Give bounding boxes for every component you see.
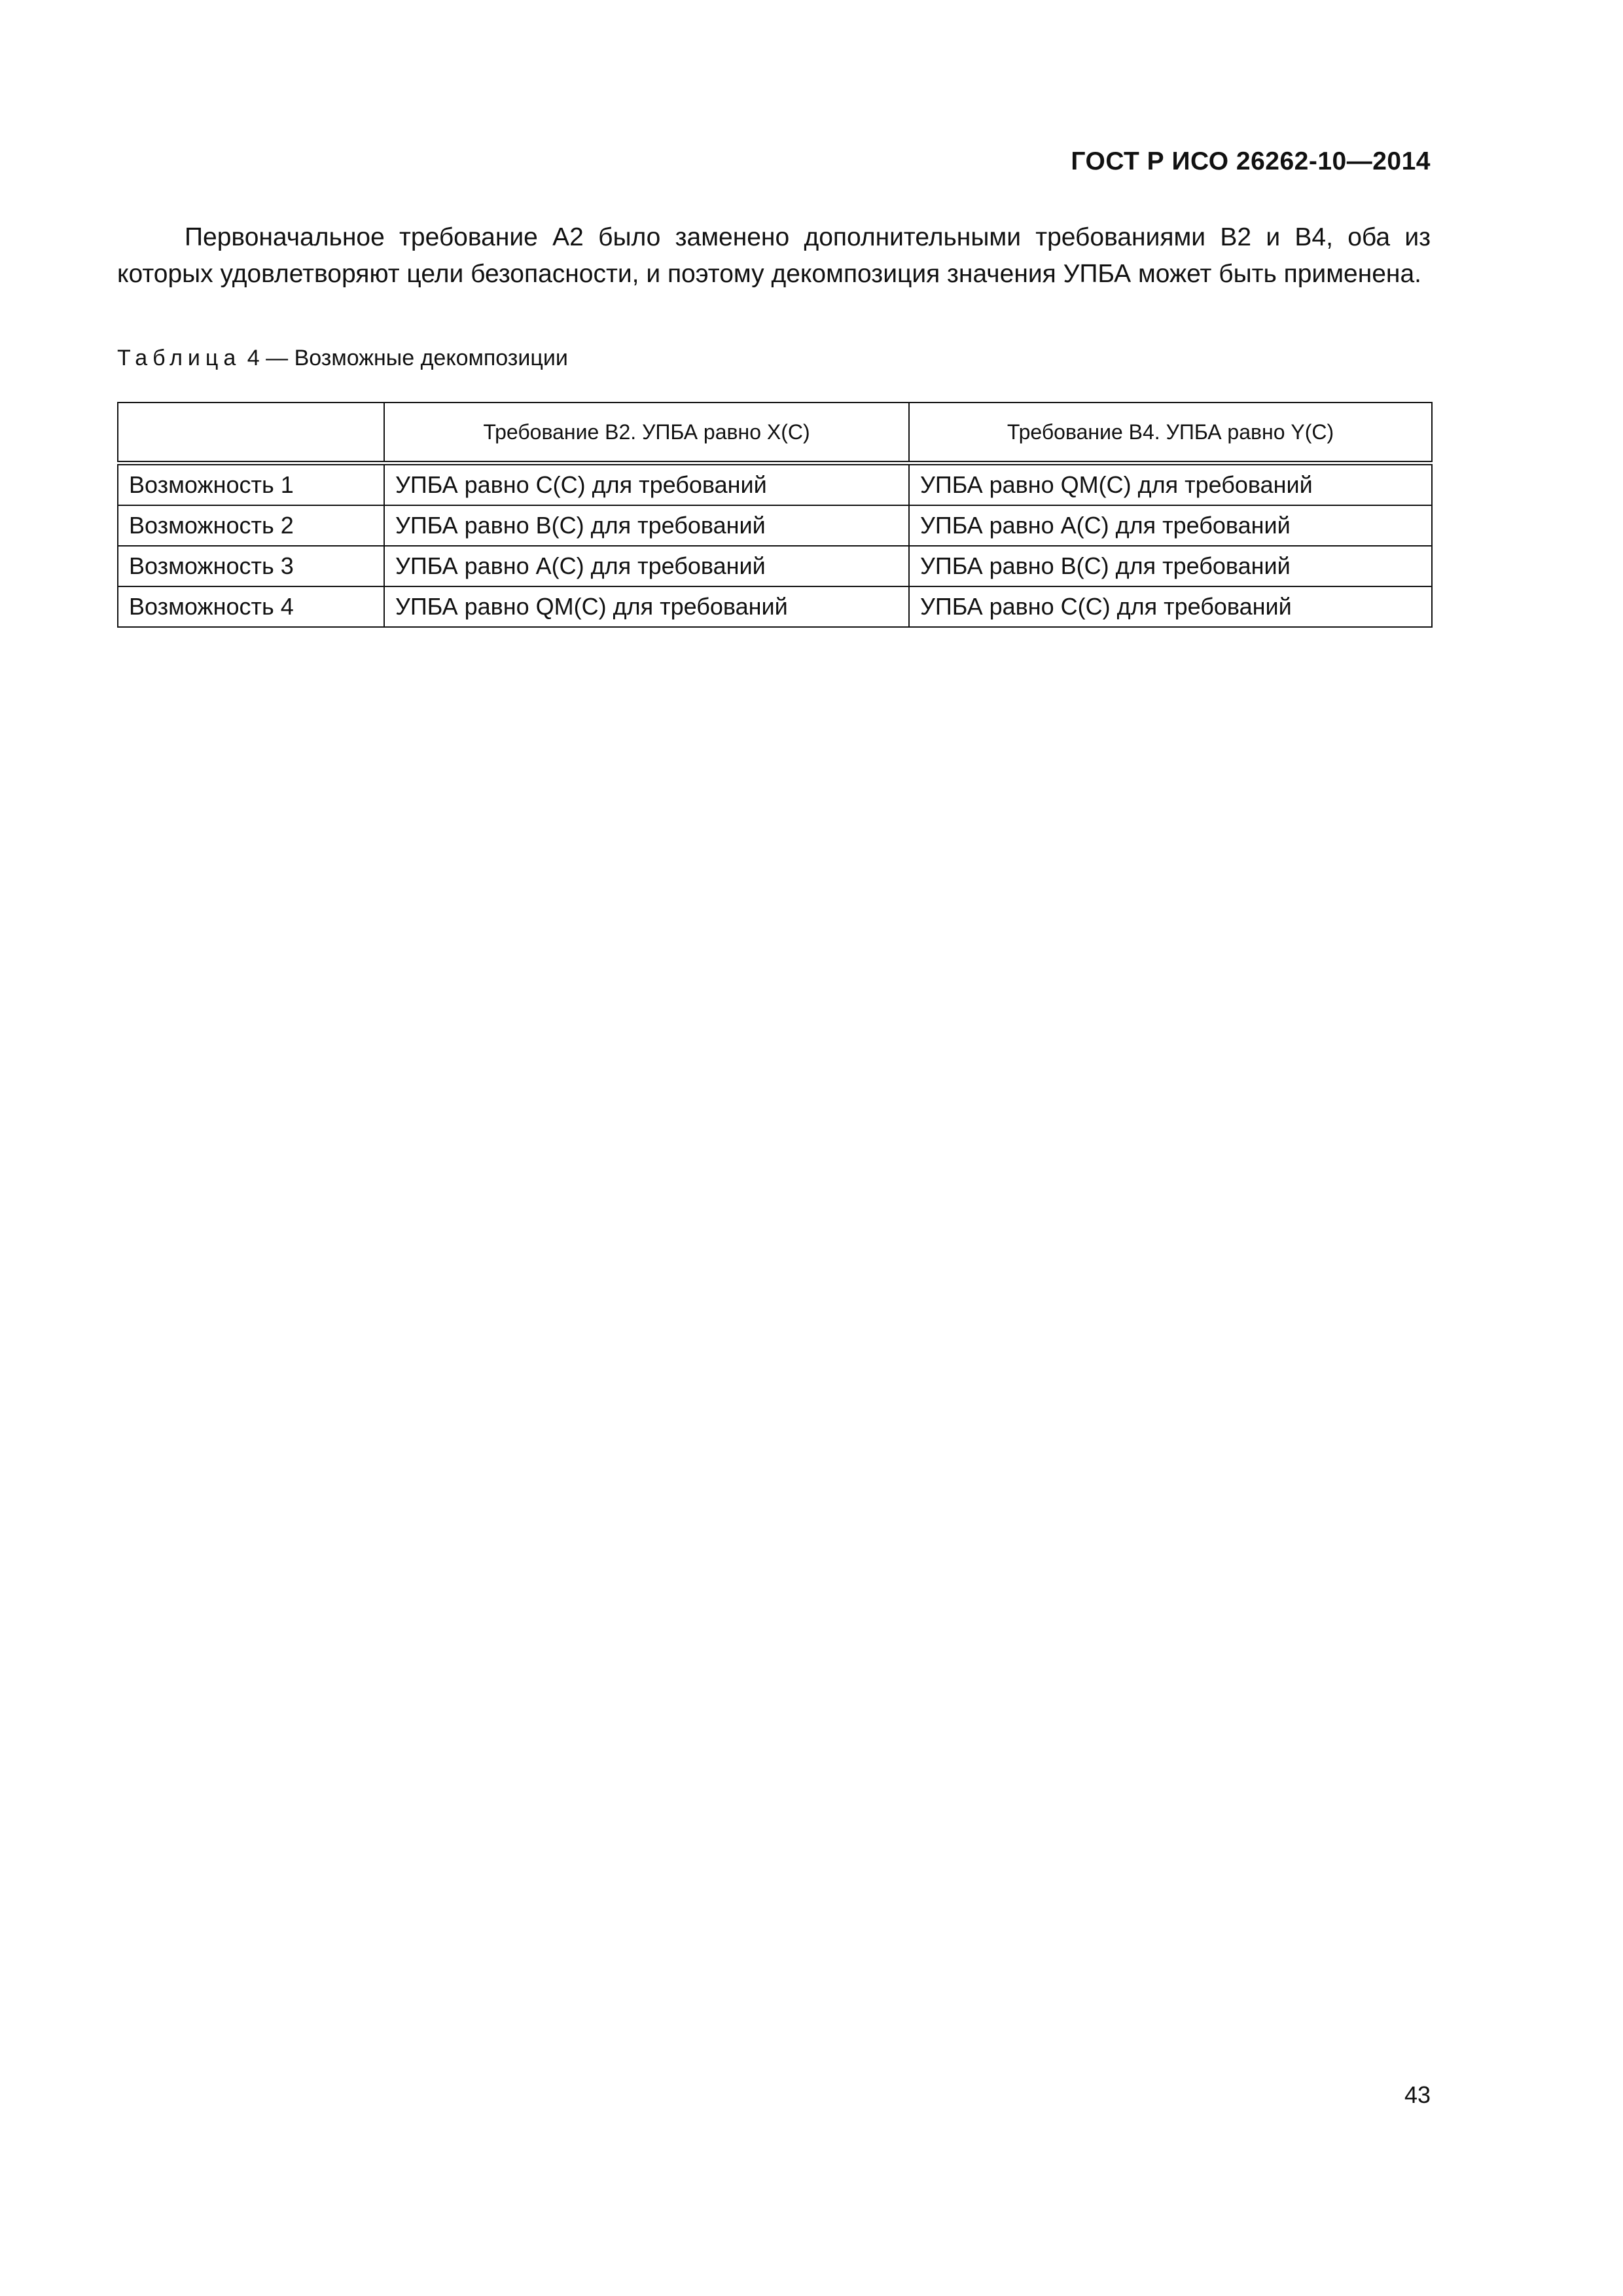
table-cell: УПБА равно В(С) для требований — [909, 546, 1432, 586]
column-header-empty — [118, 403, 384, 463]
table-caption-label: Таблица — [117, 346, 241, 370]
row-label: Возможность 3 — [118, 546, 384, 586]
decompositions-table — [117, 402, 1433, 628]
table-caption-text: 4 — Возможные декомпозиции — [247, 346, 568, 370]
table-cell: УПБА равно В(С) для требований — [384, 505, 909, 546]
intro-paragraph: Первоначальное требование А2 было заменено дополнительными требованиями В2 и В4, оба из которых удовлетворяют цели безопасности, и поэтому декомпозиция значения УПБА может быть применена. — [117, 223, 1431, 288]
table-row — [118, 463, 1432, 506]
table-row — [118, 586, 1432, 627]
table-cell: УПБА равно C(C) для требований — [384, 463, 909, 506]
table-cell: УПБА равно QM(C) для требований — [909, 463, 1432, 506]
page-number: 43 — [1404, 2081, 1431, 2108]
row-label: Возможность 4 — [118, 586, 384, 627]
document-code: ГОСТ Р ИСО 26262-10—2014 — [1071, 147, 1431, 175]
table-cell: УПБА равно А(С) для требований — [384, 546, 909, 586]
table-row — [118, 546, 1432, 586]
table-caption — [117, 346, 568, 371]
column-header-requirement-b2: Требование В2. УПБА равно X(C) — [384, 403, 909, 463]
table-header-row — [118, 403, 1432, 463]
table-row — [118, 505, 1432, 546]
table-cell: УПБА равно А(С) для требований — [909, 505, 1432, 546]
row-label: Возможность 1 — [118, 463, 384, 506]
row-label: Возможность 2 — [118, 505, 384, 546]
column-header-requirement-b4: Требование В4. УПБА равно Y(C) — [909, 403, 1432, 463]
table-cell: УПБА равно C(C) для требований — [909, 586, 1432, 627]
table-cell: УПБА равно QM(C) для требований — [384, 586, 909, 627]
